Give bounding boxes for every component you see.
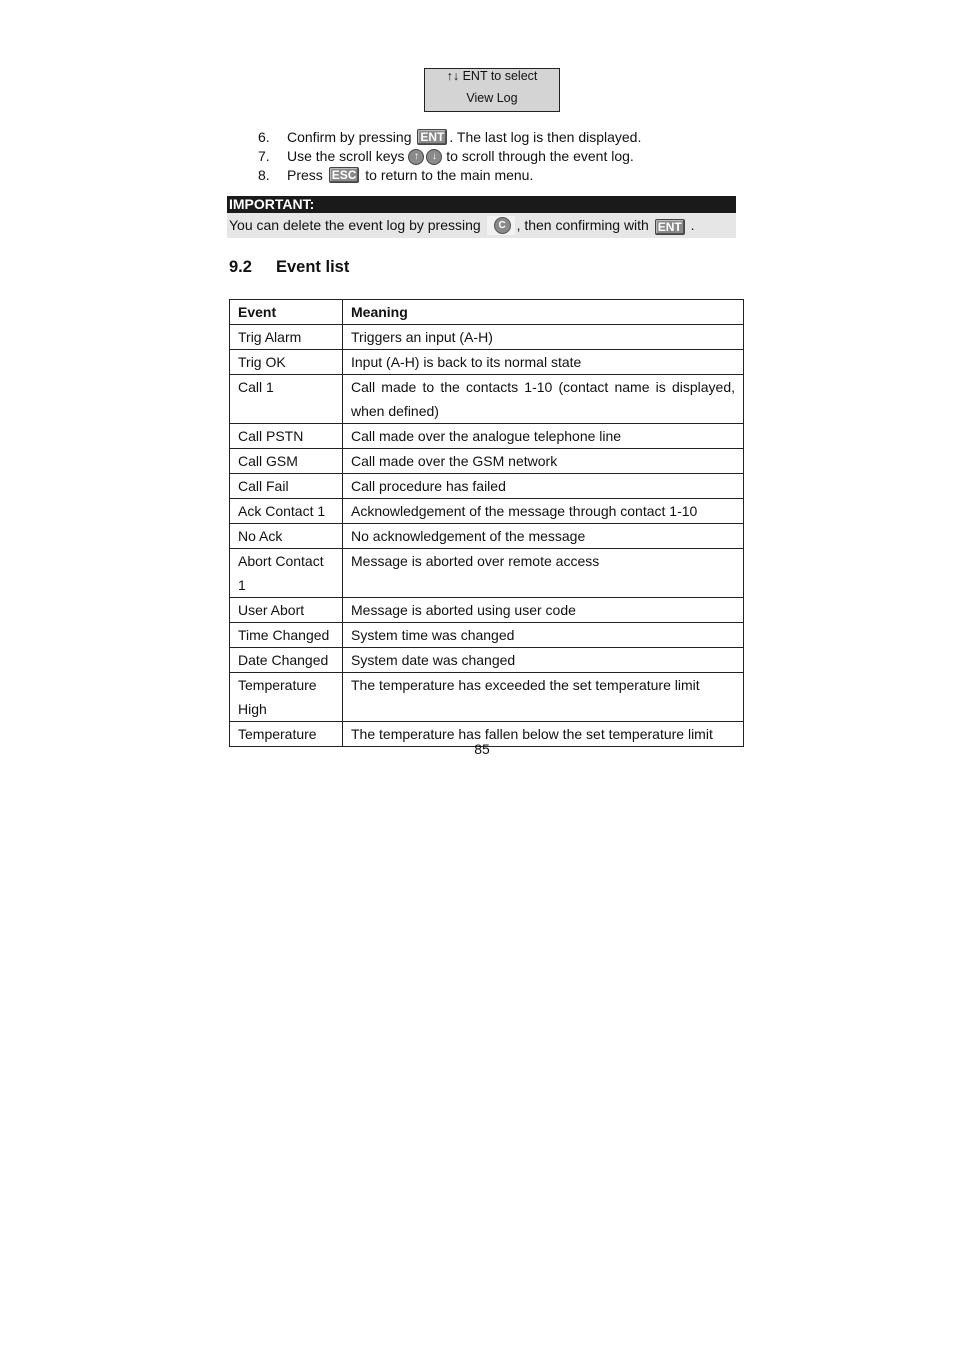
- event-cell: Abort Contact 1: [230, 549, 343, 598]
- meaning-cell: Call made to the contacts 1-10 (contact name is displayed, when defined): [343, 375, 744, 424]
- meaning-cell: Acknowledgement of the message through contact 1-10: [343, 499, 744, 524]
- table-header-row: [230, 300, 744, 325]
- step-text: to scroll through the event log.: [442, 148, 634, 164]
- table-row: [230, 549, 744, 598]
- step-text: . The last log is then displayed.: [449, 129, 642, 145]
- step-number: 7.: [258, 148, 270, 164]
- lcd-line-1: ↑↓ ENT to select: [446, 69, 538, 83]
- lcd-display: [424, 68, 560, 112]
- meaning-cell: Call procedure has failed: [343, 474, 744, 499]
- meaning-cell: Call made over the GSM network: [343, 449, 744, 474]
- event-cell: User Abort: [230, 598, 343, 623]
- c-key-icon: [487, 216, 515, 235]
- note-text: .: [686, 217, 695, 233]
- event-table: [229, 299, 744, 747]
- page-number: 85: [474, 741, 490, 757]
- column-header-event: Event: [230, 300, 343, 325]
- event-cell: Call PSTN: [230, 424, 343, 449]
- meaning-cell: Message is aborted over remote access: [343, 549, 744, 598]
- important-label: IMPORTANT:: [227, 196, 736, 213]
- step-text: Confirm by pressing: [287, 129, 416, 145]
- section-title: Event list: [276, 258, 350, 276]
- event-cell: Ack Contact 1: [230, 499, 343, 524]
- c-key-glyph: C: [494, 217, 511, 234]
- note-text: You can delete the event log by pressing: [229, 217, 485, 233]
- arrow-up-key-icon: ↑: [408, 149, 424, 165]
- table-row: [230, 598, 744, 623]
- ent-key-icon: ENT: [417, 129, 447, 145]
- event-cell: Call GSM: [230, 449, 343, 474]
- step-text: to return to the main menu.: [361, 167, 534, 183]
- meaning-cell: Input (A-H) is back to its normal state: [343, 350, 744, 375]
- section-number: 9.2: [229, 258, 252, 276]
- step-number: 8.: [258, 167, 270, 183]
- table-row: [230, 648, 744, 673]
- meaning-cell: Message is aborted using user code: [343, 598, 744, 623]
- esc-key-icon: ESC: [329, 167, 360, 183]
- step-text: Use the scroll keys: [287, 148, 409, 164]
- note-text: , then confirming with: [516, 217, 653, 233]
- table-row: [230, 449, 744, 474]
- event-cell: No Ack: [230, 524, 343, 549]
- event-cell: Trig OK: [230, 350, 343, 375]
- meaning-cell: System date was changed: [343, 648, 744, 673]
- step-text: Press: [287, 167, 327, 183]
- event-cell: Temperature: [230, 722, 343, 747]
- section-heading: [229, 258, 349, 277]
- meaning-cell: The temperature has exceeded the set temperature limit: [343, 673, 744, 722]
- table-row: [230, 424, 744, 449]
- arrow-down-key-icon: ↓: [426, 149, 442, 165]
- table-row: [230, 524, 744, 549]
- table-row: [230, 623, 744, 648]
- event-cell: Temperature High: [230, 673, 343, 722]
- meaning-cell: Triggers an input (A-H): [343, 325, 744, 350]
- event-cell: Call Fail: [230, 474, 343, 499]
- meaning-cell: Call made over the analogue telephone line: [343, 424, 744, 449]
- meaning-cell: No acknowledgement of the message: [343, 524, 744, 549]
- table-row: [230, 474, 744, 499]
- step-number: 6.: [258, 129, 270, 145]
- ent-key-icon: ENT: [655, 219, 685, 235]
- important-note: [227, 213, 736, 238]
- column-header-meaning: Meaning: [343, 300, 744, 325]
- table-row: [230, 499, 744, 524]
- event-cell: Date Changed: [230, 648, 343, 673]
- event-cell: Call 1: [230, 375, 343, 424]
- event-cell: Time Changed: [230, 623, 343, 648]
- table-row: [230, 350, 744, 375]
- meaning-cell: System time was changed: [343, 623, 744, 648]
- lcd-line-2: View Log: [466, 91, 518, 105]
- table-row: [230, 673, 744, 722]
- event-cell: Trig Alarm: [230, 325, 343, 350]
- meaning-cell: The temperature has fallen below the set temperature limit: [343, 722, 744, 747]
- table-row: [230, 375, 744, 424]
- table-row: [230, 325, 744, 350]
